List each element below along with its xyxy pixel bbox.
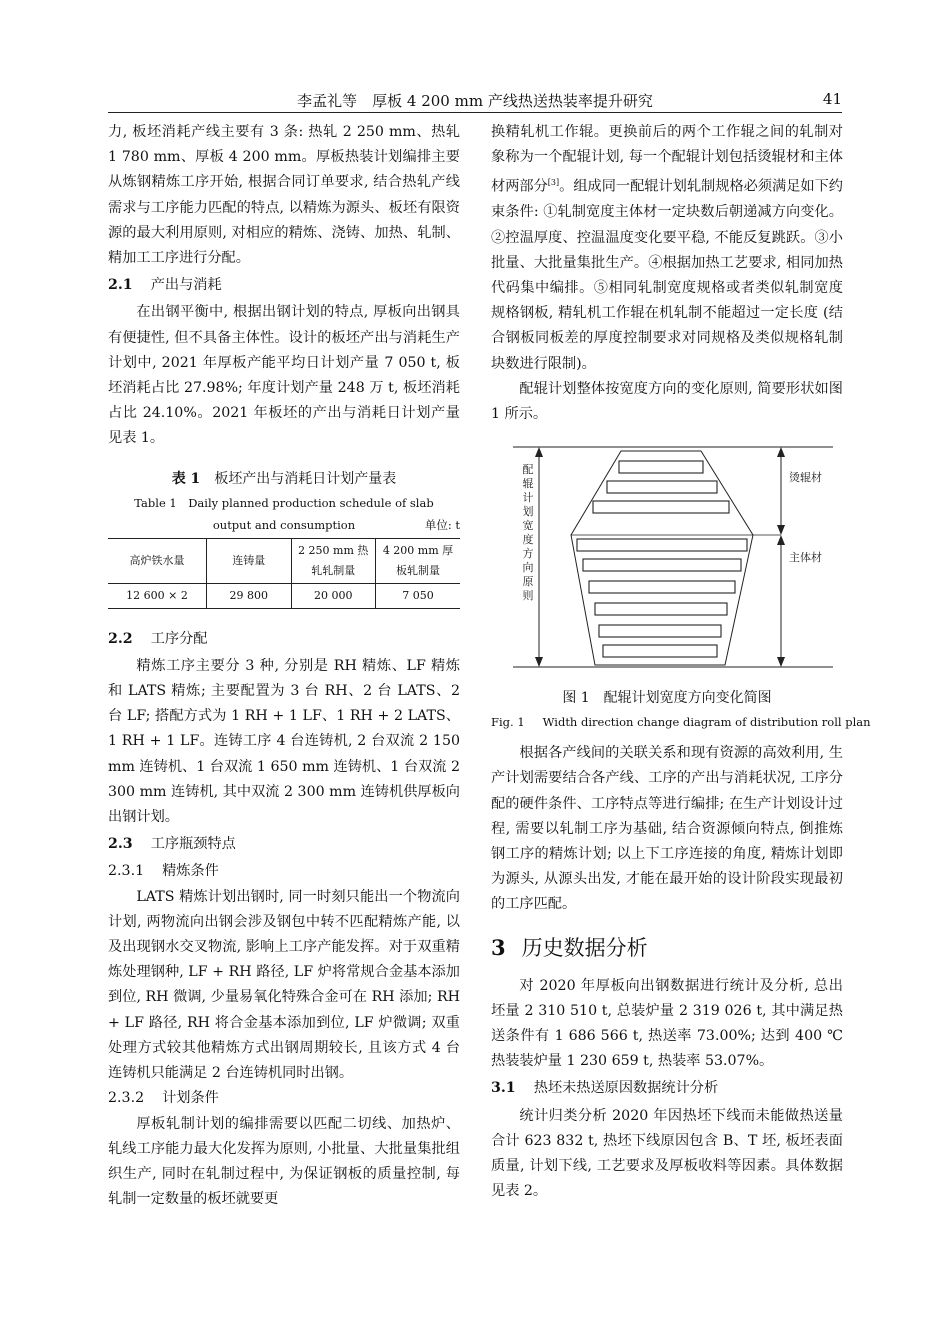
- paragraph: 厚板轧制计划的编排需要以匹配二切线、加热炉、轧线工序能力最大化发挥为原则, 小批量、大批量集批组织生产, 同时在轧制过程中, 为保证钢板的质量控制, 每轧制一定数量的板坯就要更: [108, 1115, 460, 1208]
- main-slab-2: [583, 559, 741, 571]
- table-title: 板坯产出与消耗日计划产量表: [214, 470, 397, 487]
- left-arrow-head-down: [535, 657, 543, 667]
- figure-title-en: Width direction change diagram of distribution roll plan: [542, 715, 871, 730]
- figure-caption: [491, 685, 843, 711]
- section-heading-3-1: [491, 1076, 843, 1101]
- paragraph: 配辊计划整体按宽度方向的变化原则, 简要形状如图 1 所示。: [491, 380, 843, 422]
- paragraph-text: 。组成同一配辊计划轧制规格必须满足如下约束条件: ①轧制宽度主体材一定块数后朝递减方向变化。②控温厚度、控温温度变化要平稳, 不能反复跳跃。③小批量、大批量集批生产。④根据加热工艺要求, 相同加热代码集中编排。⑤相同轧制宽度规格或者类似轧制宽度规格钢板, 精轧机工作辊在机轧制不能超过一定长度 (结合钢板同板差的厚度控制要求对同规格及类似规格轧制块数进行限制)。: [491, 179, 843, 372]
- left-arrow-head-up: [535, 447, 543, 457]
- paragraph: [491, 120, 843, 377]
- section-number: 3.1: [491, 1080, 516, 1097]
- figure-number: 图 1: [562, 690, 590, 707]
- data-table: [108, 538, 460, 609]
- section-heading-2-2: [108, 627, 460, 652]
- section-heading-2-3-1: [108, 859, 460, 884]
- section-title: 精炼条件: [162, 863, 219, 880]
- section-number: 2.2: [108, 630, 133, 647]
- right-column: [491, 120, 871, 1204]
- left-column: [108, 120, 460, 1212]
- table-header: 高炉铁水量: [108, 538, 207, 583]
- main-bracket-head-down: [777, 657, 785, 667]
- hot-roll-slab-2: [607, 481, 717, 493]
- table-cell: 12 600 × 2: [108, 583, 207, 608]
- main-slab-5: [599, 625, 721, 637]
- main-slab-6: [603, 645, 717, 657]
- paragraph: 根据各产线间的关联关系和现有资源的高效利用, 生产计划需要结合各产线、工序的产出与消耗状况, 工序分配的硬件条件、工序特点等进行编排; 在生产计划设计过程, 需要以轧制工序为基础, 结合资源倾向特点, 倒推炼钢工序的精炼计划; 以上下工序连接的角度, 精炼计划即为源头, 从源头出发, 才能在最开始的设计阶段实现最初的工序匹配。: [491, 745, 843, 913]
- table-caption-en-2: output and consumption: [212, 517, 356, 532]
- figure-1: [491, 441, 843, 675]
- section-heading-3: [491, 934, 843, 962]
- hot-roll-slab-3: [593, 501, 729, 513]
- table-row: [108, 583, 460, 608]
- running-header: [108, 88, 842, 113]
- section-number: 2.3.1: [108, 863, 145, 880]
- section-title: 历史数据分析: [521, 935, 648, 960]
- figure-title: 配辊计划宽度方向变化简图: [603, 690, 772, 707]
- paragraph-text: 换精轧机工作辊。更换前后的两个工作辊之间的轧制对象称为一个配辊计划, 每一个配辊计划包括烫辊材和主体材两部分: [491, 124, 843, 196]
- running-title: 李孟礼等 厚板 4 200 mm 产线热送热装率提升研究: [297, 92, 653, 110]
- table-cell: 7 050: [375, 583, 460, 608]
- table-caption-en: Table 1 Daily planned production schedule of slab: [134, 495, 434, 510]
- hot-roll-slab-1: [619, 461, 703, 473]
- paragraph: 精炼工序主要分 3 种, 分别是 RH 精炼、LF 精炼和 LATS 精炼; 主要配置为 3 台 RH、2 台 LATS、2 台 LF; 搭配方式为 1 RH + 1 LF、1 RH + 2 LATS、1 RH + 1 LF。连铸工序 4 台连铸机, 2 台双流 2 150 mm 连铸机、1 台双流 1 650 mm 连铸机、1 台双流 2 300 mm 连铸机, 其中双流 2 300 mm 连铸机供厚板向出钢计划。: [108, 657, 460, 826]
- page-number: 41: [822, 90, 842, 108]
- section-title: 工序分配: [150, 630, 208, 647]
- main-slab-3: [589, 581, 735, 593]
- main-bracket-head-up: [777, 535, 785, 545]
- section-heading-2-3: [108, 832, 460, 857]
- table-caption-en-line2: [108, 514, 460, 538]
- paragraph: 在出钢平衡中, 根据出钢计划的特点, 厚板向出钢具有便捷性, 但不具备主体性。设计的板坯产出与消耗生产计划中, 2021 年厚板产能平均日计划产量 7 050 t, 板坯消耗占比 27.98%; 年度计划产量 248 万 t, 板坯消耗占比 24.10%。2021 年板坯的产出与消耗日计划产量见表 1。: [108, 304, 460, 447]
- figure-number-en: Fig. 1: [491, 715, 525, 730]
- table-header: 连铸量: [207, 538, 291, 583]
- section-number: 2.3: [108, 836, 133, 853]
- section-number: 2.3.2: [108, 1090, 145, 1107]
- table-caption: [108, 466, 460, 492]
- paragraph: 统计归类分析 2020 年因热坯下线而未能做热送量合计 623 832 t, 热坯下线原因包含 B、T 坯, 板坯表面质量, 计划下线, 工艺要求及厚板收料等因素。具体数据见表 2。: [491, 1107, 843, 1200]
- paragraph: 对 2020 年厚板向出钢数据进行统计及分析, 总出坯量 2 310 510 t, 总装炉量 2 319 026 t, 其中满足热送条件有 1 686 566 t, 热送率 73.00%; 达到 400 ℃ 热装装炉量 1 230 659 t, 热装率 53.07%。: [491, 977, 843, 1070]
- roll-plan-outline: [571, 451, 753, 665]
- section-heading-2-1: [108, 273, 460, 298]
- table-cell: 29 800: [207, 583, 291, 608]
- figure-label-hot-roll: 烫辊材: [789, 471, 822, 485]
- figure-caption-en: [491, 711, 871, 733]
- figure-label-main: 主体材: [789, 551, 822, 565]
- top-bracket-head-up: [777, 447, 785, 457]
- section-title: 热坯未热送原因数据统计分析: [533, 1080, 719, 1097]
- paragraph: 力, 板坯消耗产线主要有 3 条: 热轧 2 250 mm、热轧 1 780 mm、厚板 4 200 mm。厚板热装计划编排主要从炼钢精炼工序开始, 根据合同订单要求, 结合热轧产线需求与工序能力匹配的特点, 以精炼为源头、板坯有限资源的最大利用原则, 对相应的精炼、浇铸、加热、轧制、精加工工序进行分配。: [108, 124, 460, 267]
- figure-vertical-label: 配辊计划宽度方向原则: [522, 463, 534, 603]
- table-header: 2 250 mm 热轧轧制量: [291, 538, 375, 583]
- top-bracket-head-down: [777, 525, 785, 535]
- section-title: 产出与消耗: [150, 277, 222, 294]
- section-title: 计划条件: [162, 1090, 219, 1107]
- table-number: 表 1: [171, 470, 201, 487]
- section-number: 3: [491, 934, 506, 960]
- main-slab-1: [577, 539, 747, 551]
- main-slab-4: [595, 603, 727, 615]
- table-cell: 20 000: [291, 583, 375, 608]
- section-heading-2-3-2: [108, 1086, 460, 1111]
- citation: [3]: [547, 178, 560, 188]
- section-number: 2.1: [108, 277, 133, 294]
- table-unit: 单位: t: [424, 517, 460, 532]
- section-title: 工序瓶颈特点: [150, 836, 236, 853]
- table-header: 4 200 mm 厚板轧制量: [375, 538, 460, 583]
- paragraph: LATS 精炼计划出钢时, 同一时刻只能出一个物流向计划, 两物流向出钢会涉及钢包中转不匹配精炼产能, 以及出现钢水交叉物流, 影响上工序产能发挥。对于双重精炼处理钢种, LF + RH 路径, LF 炉将常规合金基本添加到位, RH 微调, 少量易氧化特殊合金可在 RH 添加; RH + LF 路径, RH 将合金基本添加到位, LF 炉微调; 双重处理方式较其他精炼方式出钢周期较长, 且该方式 4 台连铸机只能满足 2 台连铸机同时出钢。: [108, 888, 460, 1082]
